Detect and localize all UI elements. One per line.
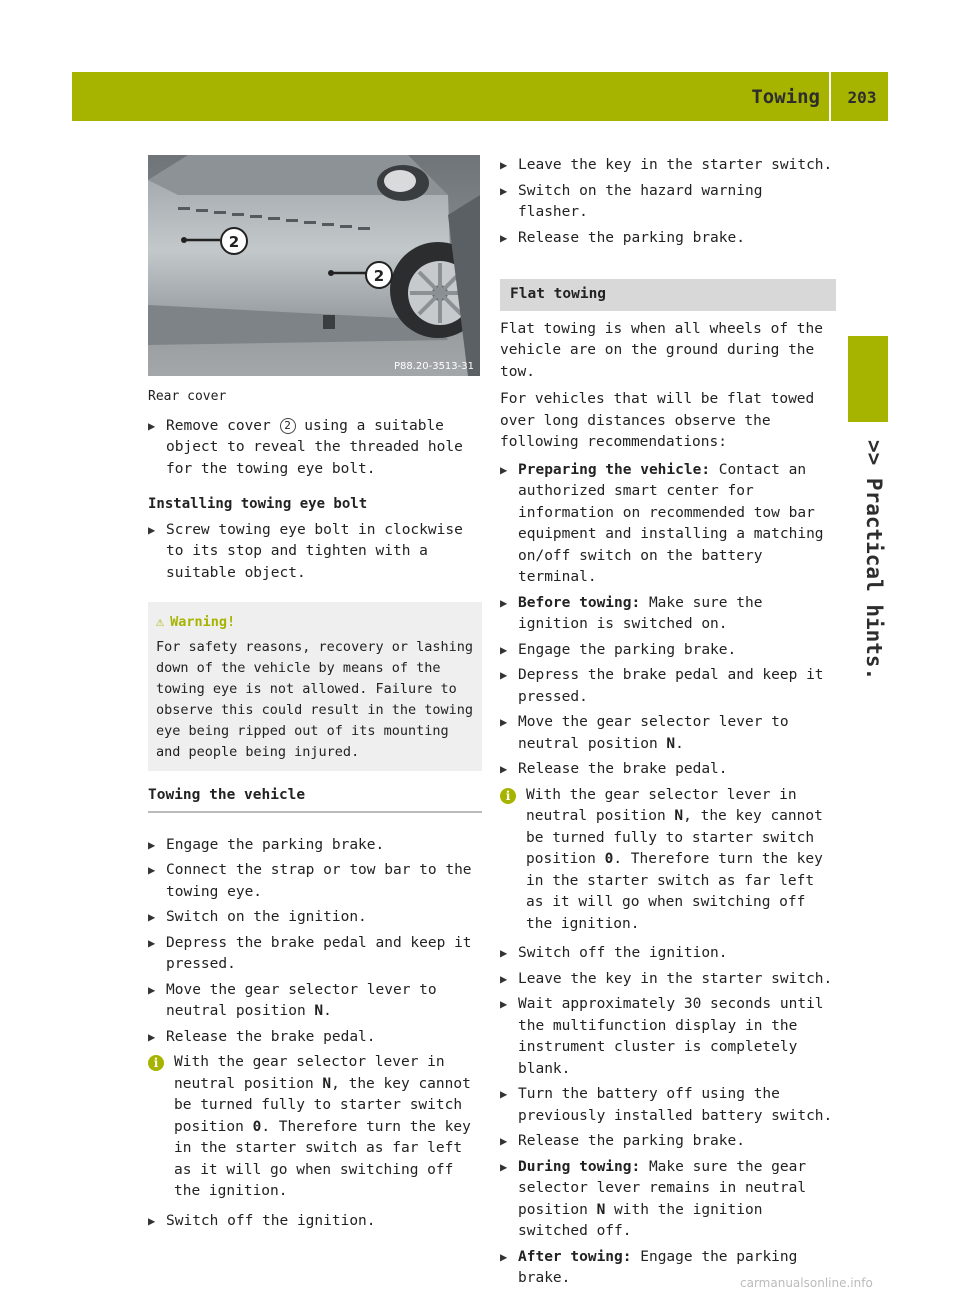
- step-before-towing: ▶ Before towing: Make sure the ignition is switched on.: [500, 594, 763, 632]
- warning-title: ⚠ Warning!: [156, 614, 236, 630]
- flat-paragraph-1: Flat towing is when all wheels of the vehicle are on the ground during the tow.: [500, 320, 824, 380]
- step-arrow-icon: ▶: [500, 946, 508, 960]
- flat-paragraph-2: For vehicles that will be flat towed over long distances observe the following recommendations:: [500, 391, 815, 450]
- photo-caption: Rear cover: [148, 389, 227, 404]
- left-column: [148, 386, 482, 1236]
- step-arrow-icon: ▶: [500, 1134, 508, 1148]
- step-arrow-icon: ▶: [500, 762, 508, 776]
- header-separator: [829, 72, 831, 121]
- install-heading: Installing towing eye bolt: [148, 496, 368, 512]
- step-arrow-icon: ▶: [148, 910, 156, 924]
- side-tab-text: >> Practical hints.: [862, 440, 886, 681]
- page-title: Towing: [751, 86, 820, 108]
- photo-code: P88.20-3513-31: [393, 361, 474, 372]
- section-heading-flat-towing: Flat towing: [500, 279, 836, 311]
- step-gear-neutral: ▶ Move the gear selector lever to neutral position N.: [148, 981, 437, 1019]
- right-column: [500, 155, 836, 1294]
- step-arrow-icon: ▶: [148, 522, 156, 537]
- step-arrow-icon: ▶: [500, 1159, 508, 1174]
- step-arrow-icon: ▶: [148, 418, 156, 433]
- side-tab-label: [852, 440, 888, 860]
- step-gear-neutral: ▶ Move the gear selector lever to neutral position N.: [500, 714, 789, 752]
- step-arrow-icon: ▶: [500, 997, 508, 1011]
- warning-triangle-icon: ⚠: [156, 614, 165, 630]
- step-depress-pedal: ▶ Depress the brake pedal and keep it pressed.: [500, 667, 824, 705]
- step-arrow-icon: ▶: [500, 230, 508, 245]
- step-item: ▶ Release the parking brake.: [500, 228, 836, 250]
- step-arrow-icon: ▶: [148, 935, 156, 950]
- step-switch-off: ▶ Switch off the ignition.: [148, 1211, 482, 1233]
- callout-number: 2: [280, 418, 296, 434]
- section-heading-towing: Towing the vehicle: [148, 785, 482, 813]
- info-note: i With the gear selector lever in neutral position N, the key cannot be turned fully to starter switch position 0. Therefore turn the key in the starter switch as far left as it will go when switching off the ignition.: [500, 785, 836, 936]
- photo-callout-2: 2: [373, 267, 385, 285]
- step-arrow-icon: ▶: [500, 183, 508, 198]
- step-item: ▶ Leave the key in the starter switch.: [500, 969, 836, 991]
- watermark: carmanualsonline.info: [740, 1276, 873, 1290]
- step-arrow-icon: ▶: [148, 1029, 156, 1044]
- step-arrow-icon: ▶: [500, 595, 508, 610]
- side-tab-marker: [848, 336, 888, 422]
- step-after-towing: ▶ After towing: Engage the parking brake.: [500, 1248, 798, 1286]
- step-arrow-icon: ▶: [148, 982, 156, 997]
- step-remove-cover: ▶ Remove cover 2 using a suitable object to reveal the threaded hole for the towing eye bolt.: [148, 417, 463, 477]
- step-arrow-icon: ▶: [500, 971, 508, 986]
- step-item: ▶ Connect the strap or tow bar to the towing eye.: [148, 862, 472, 900]
- warning-text: For safety reasons, recovery or lashing down of the vehicle by means of the towing eye is not allowed. Failure to observe this could result in the towing eye being ripped out of its mounting and people being injured.: [156, 639, 473, 760]
- step-release-brake: ▶ Release the brake pedal.: [148, 1027, 482, 1049]
- photo-callout-1: 2: [228, 233, 240, 251]
- step-item: ▶ Switch off the ignition.: [500, 943, 836, 965]
- step-arrow-icon: ▶: [500, 158, 508, 172]
- rear-cover-photo: [148, 155, 480, 376]
- step-item: ▶ Wait approximately 30 seconds until the multifunction display in the instrument cluster is completely blank.: [500, 996, 824, 1077]
- step-item: ▶ Depress the brake pedal and keep it pressed.: [148, 934, 472, 972]
- step-release-brake: ▶ Release the brake pedal.: [500, 759, 836, 781]
- step-preparing: ▶ Preparing the vehicle: Contact an authorized smart center for information on recommended tow bar equipment and installing a matching on/off switch on the battery terminal.: [500, 461, 824, 585]
- step-install-bolt: ▶ Screw towing eye bolt in clockwise to its stop and tighten with a suitable object.: [148, 521, 463, 581]
- step-arrow-icon: ▶: [500, 462, 508, 477]
- step-item: ▶ Release the parking brake.: [500, 1131, 836, 1153]
- info-icon: i: [148, 1055, 164, 1071]
- warning-box: [148, 602, 482, 771]
- step-arrow-icon: ▶: [500, 668, 508, 682]
- step-item: ▶ Switch on the hazard warning flasher.: [500, 182, 763, 220]
- step-arrow-icon: ▶: [500, 715, 508, 729]
- step-arrow-icon: ▶: [500, 1249, 508, 1264]
- step-arrow-icon: ▶: [500, 1087, 508, 1101]
- step-engage-brake: ▶ Engage the parking brake.: [500, 640, 836, 662]
- step-arrow-icon: ▶: [148, 837, 156, 852]
- step-arrow-icon: ▶: [500, 642, 508, 657]
- step-item: ▶ Leave the key in the starter switch.: [500, 155, 836, 177]
- step-during-towing: ▶ During towing: Make sure the gear selector lever remains in neutral position N with the ignition switched off.: [500, 1158, 807, 1239]
- page-number: 203: [847, 88, 877, 107]
- step-arrow-icon: ▶: [148, 863, 156, 877]
- info-icon: i: [500, 788, 516, 804]
- step-item: ▶ Engage the parking brake.: [148, 835, 482, 857]
- info-note: i With the gear selector lever in neutral position N, the key cannot be turned fully to starter switch position 0. Therefore turn the key in the starter switch as far left as it will go when switching off the ignition.: [148, 1052, 482, 1203]
- step-item: ▶ Turn the battery off using the previously installed battery switch.: [500, 1086, 833, 1124]
- step-item: ▶ Switch on the ignition.: [148, 907, 482, 929]
- step-arrow-icon: ▶: [148, 1213, 156, 1228]
